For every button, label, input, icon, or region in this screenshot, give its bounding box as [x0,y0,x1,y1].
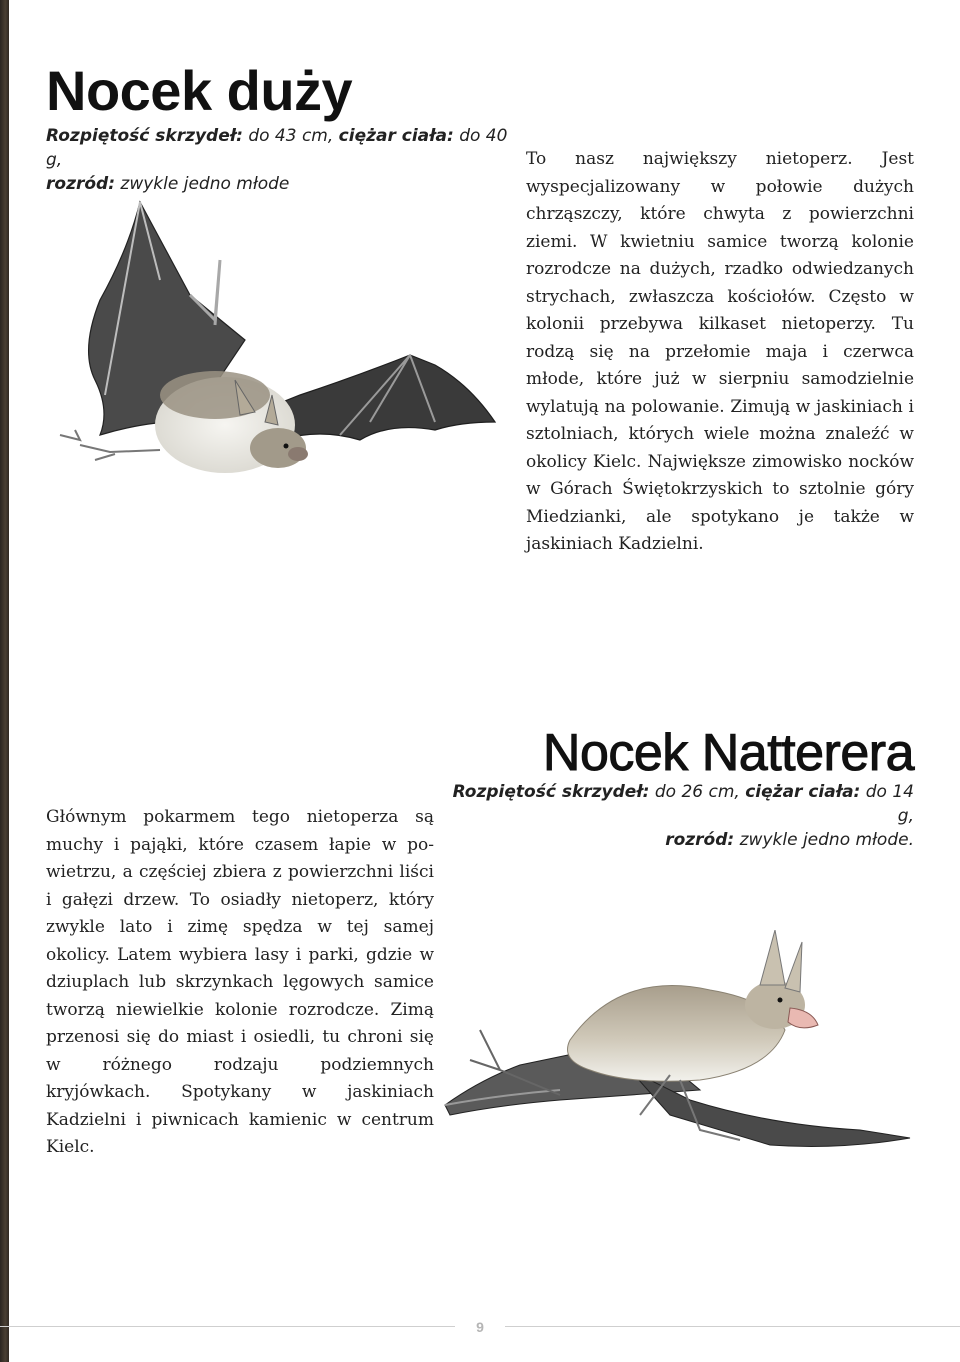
weight-value: do 14 g, [860,782,914,826]
species-title-nocek-duzy: Nocek duży [46,59,353,122]
species-title-nocek-natterera: Nocek Natterera [542,724,914,782]
wingspan-value: do 43 cm, [242,126,339,146]
wingspan-value: do 26 cm, [649,782,746,802]
description-nocek-duzy: To nasz największy nietoperz. Jest wyspecjalizowany w połowie dużych chrząszczy, które chwyta z powierzchni ziemi. W kwietniu samice tworzą kolonie rozrodcze na dużych, rzadko odwiedzanych strychach, zwłaszcza kościołów. Często w kolonii przebywa kilkaset nietoperzy. Tu rodzą się na przełomie maja i czerwca młode, które już w sierpniu samodzielnie wylatują na polowanie. Zimują w jaskiniach i sztolniach, których wiele można znaleźć w okolicy Kielc. Największe zimowisko nocków w Górach Świętokrzyskich to sztolnie góry Miedzianki, ale spotykano je także w jaskiniach Kadzielni. [526,149,914,554]
weight-label: ciężar ciała: [338,126,454,146]
offspring-label: rozród: [665,830,735,850]
offspring-value: zwykle jedno młode [115,174,290,194]
offspring-value: zwykle jedno młode. [734,830,914,850]
bat-illustration-nocek-duzy [40,190,500,500]
page-number: 9 [455,1316,505,1338]
page-edge-strip [0,0,9,1362]
wingspan-label: Rozpiętość skrzydeł: [452,782,650,802]
weight-label: ciężar ciała: [745,782,861,802]
offspring-label: rozród: [46,174,115,194]
wingspan-label: Rozpiętość skrzydeł: [46,126,243,146]
bat-illustration-nocek-natterera [440,930,920,1170]
species-facts-nocek-natterera [444,780,914,852]
weight-value: do 40 g, [46,126,508,170]
description-nocek-natterera: Głównym pokarmem tego nietoperza są muchy i pająki, które czasem łapie w powietrzu, a częściej zbiera z powierzchni liści i gałęzi drzew. To osiadły nietoperz, który zwykle lato i zimę spędza w tej samej okolicy. Latem wybiera lasy i parki, gdzie w dziuplach lub skrzynkach lęgowych samice tworzą niewielkie kolonie rozrodcze. Zimą przenosi się do miast i osiedli, tu chroni się w różnego rodzaju podziemnych kryjówkach. Spotykany w jaskiniach Kadzielni i piwnicach kamienic w centrum Kielc. [46,807,434,1157]
species-facts-nocek-duzy [46,124,516,196]
